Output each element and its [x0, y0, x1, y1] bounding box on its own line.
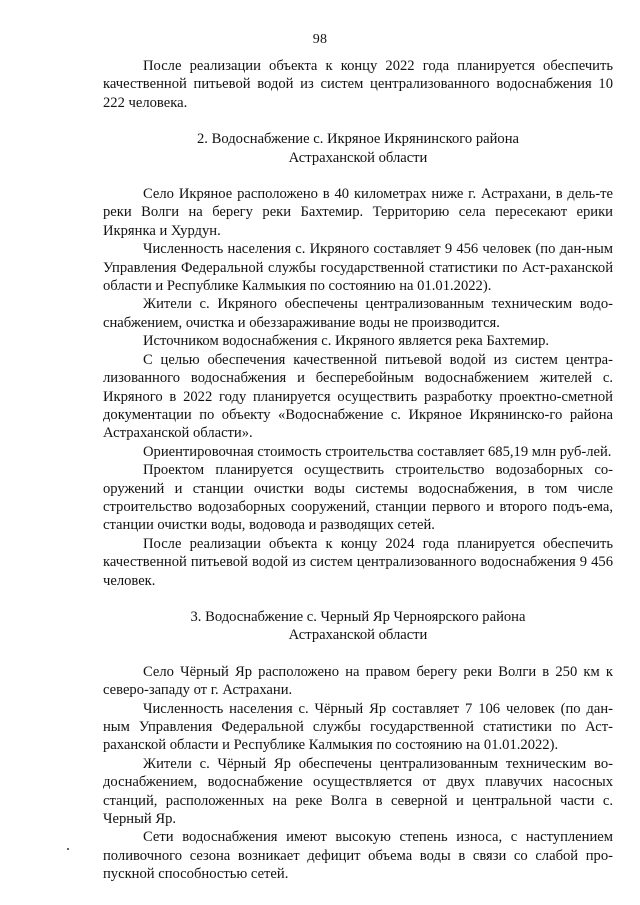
paragraph-ikryanoe-supply: Жители с. Икряного обеспечены централизованным техническим водо-снабжением, очистка и обеззараживание воды не производится.	[103, 296, 613, 331]
spacer	[103, 167, 613, 185]
paragraph-cherny-yar-networks: Сети водоснабжения имеют высокую степень износа, с наступлением поливочного сезона возникает дефицит объема воды в связи со слабой про-пускной способностью сетей.	[103, 829, 613, 883]
heading-line: Астраханской области	[288, 149, 428, 166]
section-heading-ikryanoe	[103, 130, 613, 167]
heading-line: Астраханской области	[288, 627, 428, 644]
paragraph-ikryanoe-plan: С целью обеспечения качественной питьевой водой из систем центра-лизованного водоснабжения и бесперебойным водоснабжением жителей с. Икряного в 2022 году планируется осуществить разработку проектно-сметной документации по объекту «Водоснабжение с. Икряное Икрянинско-го района Астраханской области».	[103, 351, 613, 442]
paragraph-ikryanoe-project: Проектом планируется осуществить строительство водозаборных со-оружений и станции очистки воды системы водоснабжения, в том числе строительство водозаборных сооружений, станции первого и второго подъ-ема, станции очистки воды, водовода и разводящих сетей.	[103, 462, 613, 534]
spacer	[103, 590, 613, 608]
spacer	[103, 645, 613, 663]
paragraph-ikryanoe-location: Село Икряное расположено в 40 километрах ниже г. Астрахани, в дель-те реки Волги на берегу реки Бахтемир. Территорию села пересекают ерики Икрянка и Хурдун.	[103, 186, 613, 239]
paragraph-intro-result: После реализации объекта к концу 2022 года планируется обеспечить качественной питьевой водой из систем централизованного водоснабжения 10 222 человека.	[103, 58, 613, 111]
paragraph-cherny-yar-population: Численность населения с. Чёрный Яр составляет 7 106 человек (по дан-ным Управления Федеральной службы государственной статистики по Аст-раханской области и Республике Калмыкия по состоянию на 01.01.2022).	[103, 700, 613, 754]
section-heading-cherny-yar	[103, 608, 613, 645]
heading-line: 2. Водоснабжение с. Икряное Икрянинского района	[197, 131, 519, 148]
paragraph-ikryanoe-cost: Ориентировочная стоимость строительства составляет 685,19 млн руб-лей.	[143, 443, 612, 460]
scan-speck	[67, 848, 69, 850]
page-number: 98	[312, 32, 328, 47]
paragraph-ikryanoe-result: После реализации объекта к концу 2024 года планируется обеспечить качественной питьевой водой из систем централизованного водоснабжения 9 456 человек.	[103, 535, 613, 589]
paragraph-ikryanoe-population: Численность населения с. Икряного составляет 9 456 человек (по дан-ным Управления Федеральной службы государственной статистики по Аст-раханской области и Республике Калмыкия по состоянию на 01.01.2022).	[103, 241, 613, 295]
spacer	[103, 112, 613, 130]
document-body	[103, 57, 613, 884]
heading-line: 3. Водоснабжение с. Черный Яр Черноярского района	[190, 608, 526, 625]
paragraph-ikryanoe-source: Источником водоснабжения с. Икряного является река Бахтемир.	[143, 333, 550, 350]
paragraph-cherny-yar-supply: Жители с. Чёрный Яр обеспечены централизованным техническим во-доснабжением, водоснабжение осуществляется от двух плавучих насосных станций, расположенных на реке Волга в северной и центральной части с. Черный Яр.	[103, 755, 613, 828]
paragraph-cherny-yar-location: Село Чёрный Яр расположено на правом берегу реки Волги в 250 км к северо-западу от г. Астрахани.	[103, 663, 613, 699]
